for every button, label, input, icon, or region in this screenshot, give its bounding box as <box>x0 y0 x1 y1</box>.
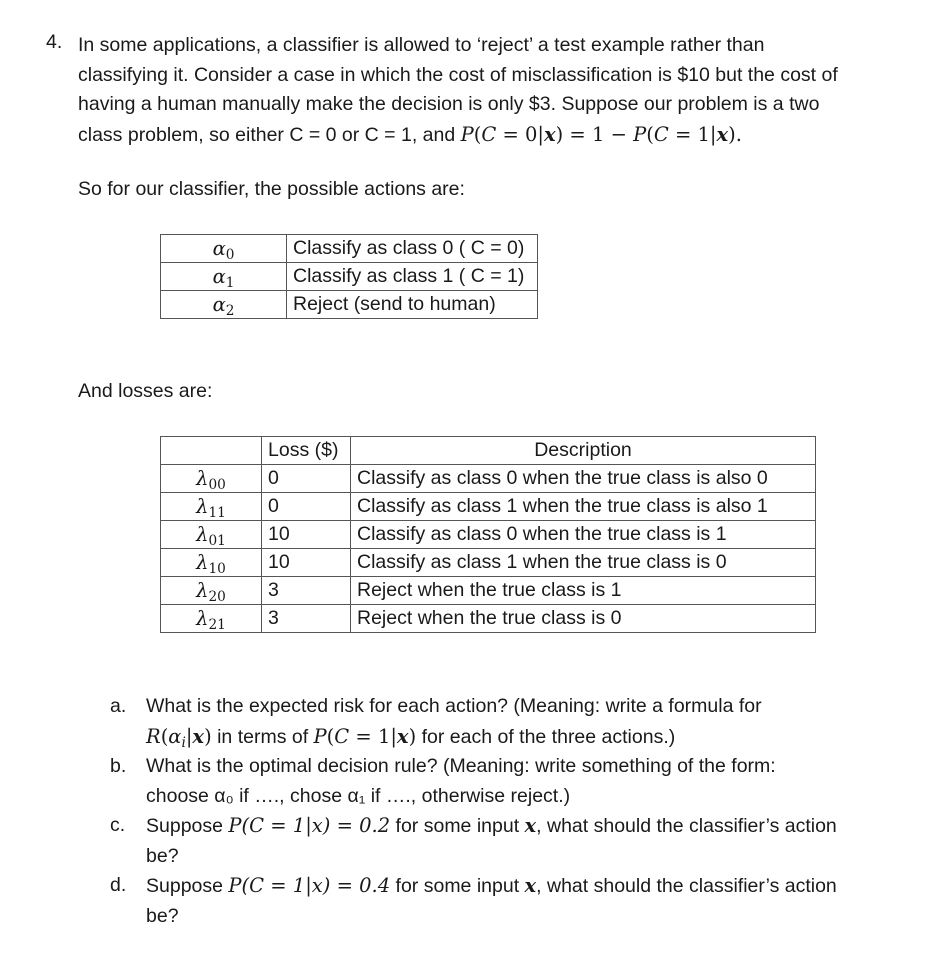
subquestion-a <box>110 692 890 752</box>
subquestion-text: Suppose P(C = 1|x) = 0.4 for some input x, what should the classifier’s action <box>146 874 837 897</box>
table-row <box>161 291 538 319</box>
table-header-row <box>161 437 816 465</box>
subquestion-label: c. <box>110 814 126 836</box>
probability-formula: P(C = 1|x) = 0.2 <box>228 814 391 837</box>
subquestion-list <box>110 692 890 931</box>
actions-table <box>160 234 538 319</box>
loss-value: 3 <box>262 577 351 605</box>
loss-description: Reject when the true class is 1 <box>351 577 816 605</box>
question-number: 4. <box>46 31 63 53</box>
header-empty-cell <box>161 437 262 465</box>
action-description: Classify as class 1 ( C = 1) <box>287 263 538 291</box>
subquestion-label: d. <box>110 874 127 896</box>
question-line: classifying it. Consider a case in which the cost of misclassification is $10 but the cost of <box>78 63 838 86</box>
loss-symbol: $\lambda_{10}$ <box>161 549 262 577</box>
loss-symbol: $\lambda_{11}$ <box>161 493 262 521</box>
table-row <box>161 521 816 549</box>
subquestion-text: choose α₀ if …., chose α₁ if …., otherwise reject.) <box>146 784 571 807</box>
actions-intro: So for our classifier, the possible actions are: <box>78 178 465 200</box>
question-paragraph <box>78 31 898 150</box>
question-line: having a human manually make the decision is only $3. Suppose our problem is a two <box>78 93 820 115</box>
subquestion-text: be? <box>146 844 179 867</box>
loss-description: Classify as class 0 when the true class is 1 <box>351 521 816 549</box>
subquestion-label: b. <box>110 755 127 777</box>
header-loss: Loss ($) <box>262 437 351 465</box>
table-row <box>161 577 816 605</box>
probability-formula: P(C = 1|x) = 0.4 <box>228 874 391 897</box>
subquestion-text: What is the expected risk for each action? (Meaning: write a formula for <box>146 695 762 717</box>
table-row <box>161 549 816 577</box>
loss-value: 10 <box>262 521 351 549</box>
loss-symbol: $\lambda_{00}$ <box>161 465 262 493</box>
subquestion-label: a. <box>110 695 127 717</box>
question-line-text: class problem, so either C = 0 or C = 1, and <box>78 123 456 146</box>
table-row <box>161 605 816 633</box>
losses-table <box>160 436 816 633</box>
header-description: Description <box>351 437 816 465</box>
loss-symbol: $\lambda_{01}$ <box>161 521 262 549</box>
loss-value: 0 <box>262 493 351 521</box>
subquestion-d <box>110 871 890 931</box>
action-symbol: $\alpha_0$ <box>161 235 287 263</box>
loss-description: Classify as class 1 when the true class is also 1 <box>351 493 816 521</box>
table-row <box>161 493 816 521</box>
loss-description: Classify as class 0 when the true class is also 0 <box>351 465 816 493</box>
subquestion-text: What is the optimal decision rule? (Meaning: write something of the form: <box>146 755 776 777</box>
action-symbol: $\alpha_2$ <box>161 291 287 319</box>
action-symbol: $\alpha_1$ <box>161 263 287 291</box>
question-line <box>78 120 898 151</box>
losses-intro: And losses are: <box>78 380 213 402</box>
loss-description: Reject when the true class is 0 <box>351 605 816 633</box>
probability-formula: P(C = 0|x) = 1 − P(C = 1|x). <box>460 122 742 146</box>
probability-formula: P(C = 1|x) <box>313 724 417 748</box>
subquestion-text: $R(\alpha_i|x)$ in terms of P(C = 1|x) for each of the three actions.) <box>146 724 676 751</box>
table-row <box>161 235 538 263</box>
subquestion-text: be? <box>146 904 179 927</box>
subquestion-c <box>110 811 890 871</box>
loss-symbol: $\lambda_{21}$ <box>161 605 262 633</box>
action-description: Classify as class 0 ( C = 0) <box>287 235 538 263</box>
action-description: Reject (send to human) <box>287 291 538 319</box>
loss-symbol: $\lambda_{20}$ <box>161 577 262 605</box>
question-line: In some applications, a classifier is allowed to ‘reject’ a test example rather than <box>78 34 765 56</box>
table-row <box>161 263 538 291</box>
loss-value: 0 <box>262 465 351 493</box>
risk-formula: $R(\alpha_i|x)$ <box>146 724 212 751</box>
table-row <box>161 465 816 493</box>
loss-value: 10 <box>262 549 351 577</box>
loss-description: Classify as class 1 when the true class is 0 <box>351 549 816 577</box>
subquestion-b <box>110 752 890 811</box>
loss-value: 3 <box>262 605 351 633</box>
subquestion-text: Suppose P(C = 1|x) = 0.2 for some input x, what should the classifier’s action <box>146 814 837 837</box>
